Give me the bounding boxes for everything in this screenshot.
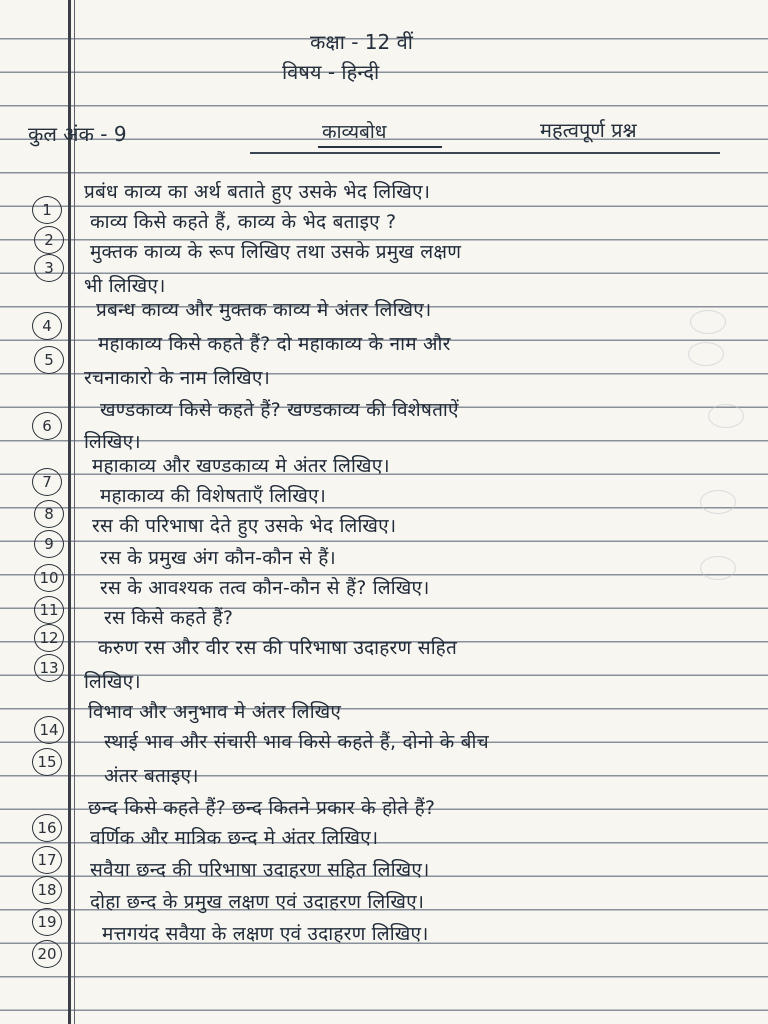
page-heading: महत्वपूर्ण प्रश्न (540, 118, 637, 142)
question-number-7: 7 (32, 468, 62, 496)
bleed-through-mark (690, 310, 726, 334)
question-number-3: 3 (34, 254, 64, 282)
topic-underline (318, 146, 442, 148)
question-number-8: 8 (34, 500, 64, 528)
question-4-line-1: प्रबन्ध काव्य और मुक्तक काव्य मे अंतर लिखिए। (96, 299, 432, 321)
question-3-line-1: मुक्तक काव्य के रूप लिखिए तथा उसके प्रमुख लक्षण (90, 241, 462, 263)
question-number-1: 1 (32, 196, 62, 224)
margin-line-inner (74, 0, 75, 1024)
question-17-line-1: वर्णिक और मात्रिक छन्द मे अंतर लिखिए। (90, 827, 379, 849)
question-1-line-1: प्रबंध काव्य का अर्थ बताते हुए उसके भेद लिखिए। (84, 181, 431, 203)
total-marks-label: कुल अंक - 9 (28, 122, 127, 146)
question-7-line-1: महाकाव्य और खण्डकाव्य मे अंतर लिखिए। (92, 455, 390, 477)
question-number-10: 10 (34, 564, 64, 592)
question-number-17: 17 (32, 846, 62, 874)
question-15-line-1: स्थाई भाव और संचारी भाव किसे कहते हैं, दोनो के बीच (104, 731, 489, 753)
question-number-16: 16 (32, 814, 62, 842)
question-16-line-1: छन्द किसे कहते हैं? छन्द कितने प्रकार के होते हैं? (88, 797, 436, 819)
question-number-6: 6 (32, 412, 62, 440)
question-20-line-1: मत्तगयंद सवैया के लक्षण एवं उदाहरण लिखिए। (102, 923, 429, 945)
question-number-4: 4 (32, 312, 62, 340)
question-2-line-1: काव्य किसे कहते हैं, काव्य के भेद बताइए ? (90, 211, 397, 233)
question-5-line-1: महाकाव्य किसे कहते हैं? दो महाकाव्य के नाम और (98, 333, 451, 355)
question-number-13: 13 (34, 654, 64, 682)
question-12-line-1: रस किसे कहते हैं? (104, 607, 234, 629)
question-number-2: 2 (34, 226, 64, 254)
question-number-5: 5 (34, 346, 64, 374)
bleed-through-mark (688, 342, 724, 366)
class-label: कक्षा - 12 वीं (310, 30, 413, 54)
margin-line (68, 0, 71, 1024)
question-15-line-2: अंतर बताइए। (104, 765, 199, 787)
bleed-through-mark (708, 404, 744, 428)
question-14-line-1: विभाव और अनुभाव मे अंतर लिखिए (88, 701, 342, 723)
question-8-line-1: महाकाव्य की विशेषताएँ लिखिए। (100, 485, 327, 507)
subject-label: विषय - हिन्दी (282, 60, 380, 84)
question-10-line-1: रस के प्रमुख अंग कौन-कौन से हैं। (100, 547, 336, 569)
question-13-line-2: लिखिए। (84, 671, 141, 693)
question-6-line-2: लिखिए। (84, 431, 141, 453)
question-number-19: 19 (32, 908, 62, 936)
question-number-20: 20 (32, 940, 62, 968)
question-number-9: 9 (34, 530, 64, 558)
question-number-12: 12 (34, 624, 64, 652)
question-5-line-2: रचनाकारो के नाम लिखिए। (84, 367, 271, 389)
question-11-line-1: रस के आवश्यक तत्व कौन-कौन से हैं? लिखिए। (100, 577, 430, 599)
topic-label: काव्यबोध (322, 121, 387, 143)
question-6-line-1: खण्डकाव्य किसे कहते हैं? खण्डकाव्य की विशेषताऐं (100, 399, 459, 421)
question-19-line-1: दोहा छन्द के प्रमुख लक्षण एवं उदाहरण लिखिए। (90, 891, 425, 913)
bleed-through-mark (700, 556, 736, 580)
question-number-18: 18 (32, 876, 62, 904)
question-3-line-2: भी लिखिए। (84, 275, 166, 297)
heading-rule (250, 152, 720, 154)
question-number-11: 11 (34, 596, 64, 624)
question-13-line-1: करुण रस और वीर रस की परिभाषा उदाहरण सहित (98, 637, 457, 659)
bleed-through-mark (700, 490, 736, 514)
question-9-line-1: रस की परिभाषा देते हुए उसके भेद लिखिए। (92, 515, 397, 537)
question-number-15: 15 (32, 748, 62, 776)
question-18-line-1: सवैया छन्द की परिभाषा उदाहरण सहित लिखिए। (90, 859, 430, 881)
question-number-14: 14 (34, 716, 64, 744)
